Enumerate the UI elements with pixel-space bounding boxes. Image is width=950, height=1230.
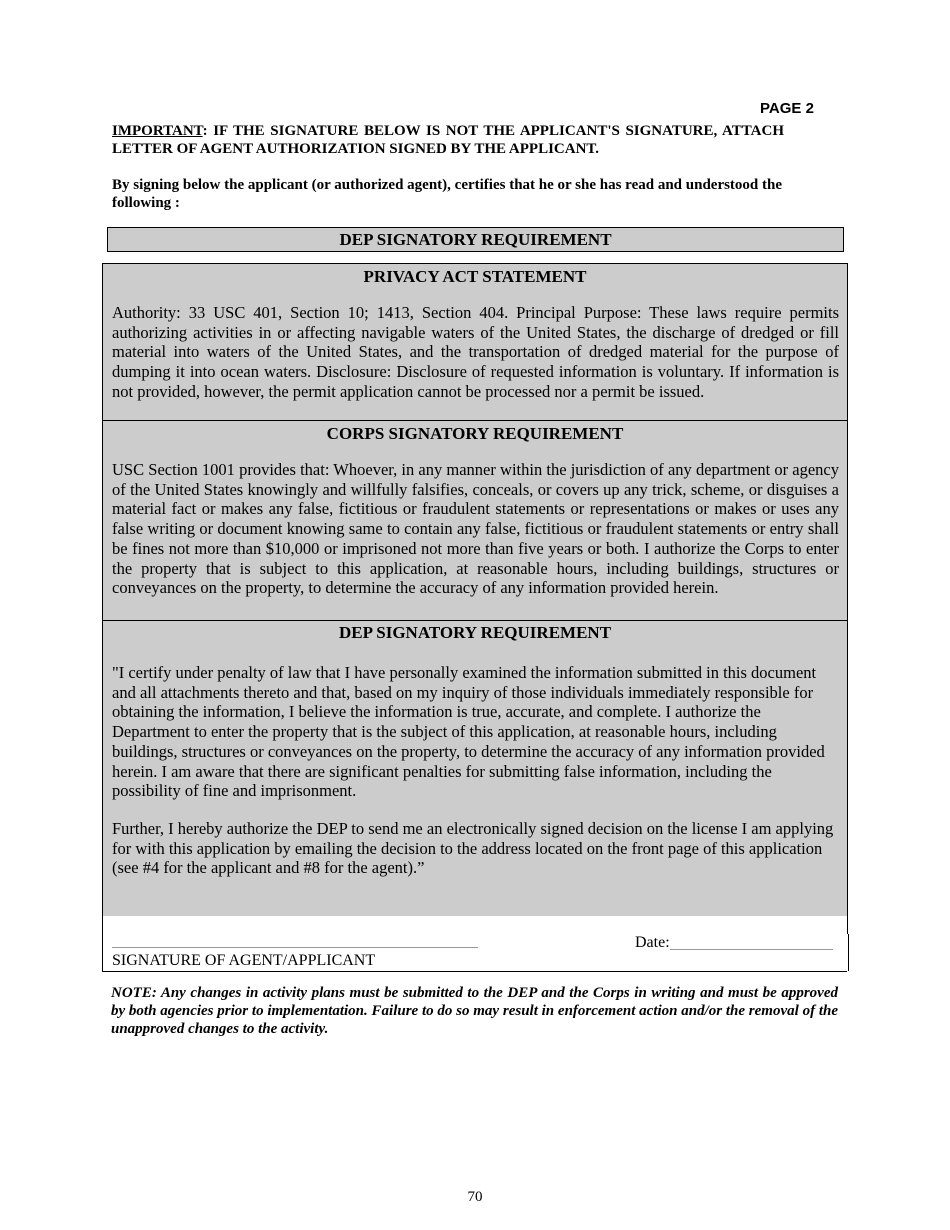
requirements-panel [102, 263, 848, 917]
important-notice [112, 122, 784, 158]
date-label: Date: [635, 934, 670, 951]
dep-signatory-header: DEP SIGNATORY REQUIREMENT [107, 227, 844, 252]
corps-signatory-title: CORPS SIGNATORY REQUIREMENT [326, 424, 624, 443]
note-text: NOTE: Any changes in activity plans must be submitted to the DEP and the Corps in writing and must be approved by both agencies prior to implementation. Failure to do so may result in enforcement action and/or the removal of the unapproved changes to the activity. [111, 985, 838, 1037]
signature-label: SIGNATURE OF AGENT/APPLICANT [112, 952, 376, 969]
certification-intro: By signing below the applicant (or authorized agent), certifies that he or she has read and understood the following : [112, 177, 783, 211]
dep-signatory-title: DEP SIGNATORY REQUIREMENT [338, 623, 612, 642]
divider [103, 420, 847, 421]
dep-certification-paragraph: "I certify under penalty of law that I have personally examined the information submitted in this document and all attachments thereto and that, based on my inquiry of those individuals immediately responsible for obtaining the information, I believe the information is true, accurate, and complete. I authorize the Department to enter the property that is the subject of this application, at reasonable hours, including buildings, structures or conveyances on the property, to determine the accuracy of any information provided herein. I am aware that there are significant penalties for submitting false information, including the possibility of fine and imprisonment. [112, 663, 825, 801]
divider [103, 620, 847, 621]
privacy-act-title: PRIVACY ACT STATEMENT [363, 267, 587, 286]
dep-authorization-paragraph: Further, I hereby authorize the DEP to send me an electronically signed decision on the license I am applying for with this application by emailing the decision to the address located on the front page of this application (see #4 for the applicant and #8 for the agent).” [112, 819, 834, 878]
signature-block [102, 916, 847, 972]
date-line[interactable] [670, 948, 833, 950]
corps-signatory-body: USC Section 1001 provides that: Whoever, in any manner within the jurisdiction of any department or agency of the United States knowingly and willfully falsifies, conceals, or covers up any trick, scheme, or disguises a material fact or makes any false, fictitious or fraudulent statements or representations or makes or uses any false writing or document knowing same to contain any false, fictitious or fraudulent statements or entry shall be fines not more than $10,000 or imprisoned not more than five years or both. I authorize the Corps to enter the property that is subject to this application, at reasonable hours, including buildings, structures or conveyances on the property, to determine the accuracy of any information provided herein. [112, 460, 839, 598]
page-number: 70 [467, 1189, 483, 1205]
important-label: IMPORTANT [112, 123, 203, 139]
page-label: PAGE 2 [760, 100, 814, 117]
signature-line[interactable] [112, 946, 478, 948]
privacy-act-body: Authority: 33 USC 401, Section 10; 1413, Section 404. Principal Purpose: These laws require permits authorizing activities in or affecting navigable waters of the United States, the discharge of dredged or fill material into waters of the United States, and the transportation of dredged material for the purpose of dumping it into ocean waters. Disclosure: Disclosure of requested information is voluntary. If information is not provided, however, the permit application cannot be processed nor a permit be issued. [112, 303, 839, 401]
important-text: : IF THE SIGNATURE BELOW IS NOT THE APPLICANT'S SIGNATURE, ATTACH LETTER OF AGENT AUTHORIZATION SIGNED BY THE APPLICANT. [112, 123, 784, 157]
